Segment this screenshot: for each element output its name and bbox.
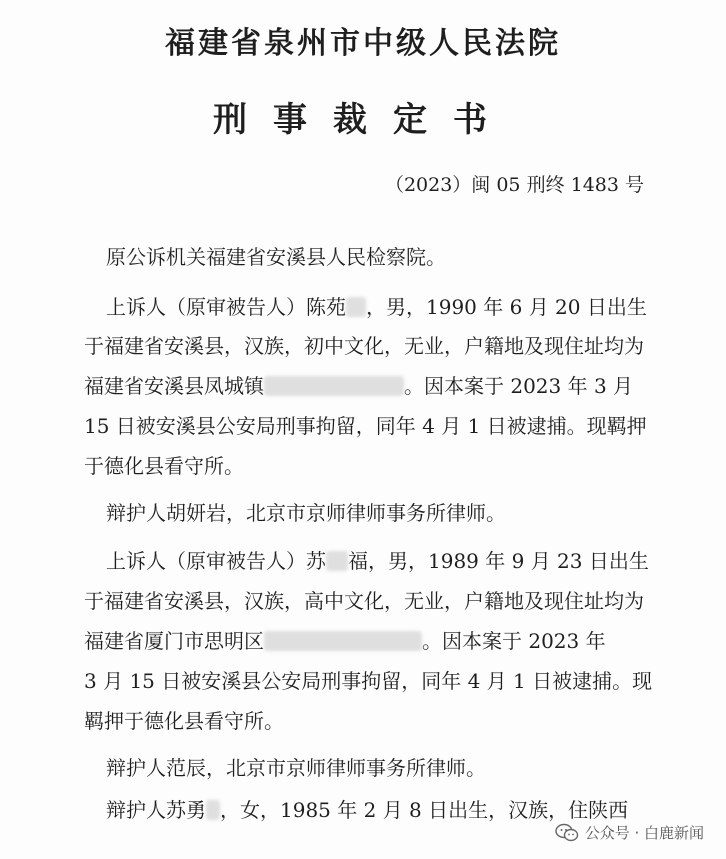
- redaction: [206, 800, 220, 820]
- defender-3-line: [106, 797, 628, 823]
- appellant-2-line-1-b: 福，男，1989 年 9 月 23 日出生: [348, 549, 649, 573]
- defender-1-line: 辩护人胡妍岩，北京市京师律师事务所律师。: [106, 501, 506, 525]
- appellant-1-line-4: 15 日被安溪县公安局刑事拘留，同年 4 月 1 日被逮捕。现羁押: [84, 414, 647, 438]
- appellant-2-line-5: 羁押于德化县看守所。: [84, 709, 284, 733]
- appellant-1-line-1-b: ，男，1990 年 6 月 20 日出生: [366, 295, 647, 319]
- appellant-1-line-3: [84, 373, 633, 399]
- appellant-2-line-1: [106, 548, 649, 574]
- redaction: [346, 297, 366, 317]
- document-type-title: 刑事裁定书: [213, 100, 513, 140]
- watermark-text: 公众号 · 白鹿新闻: [584, 824, 704, 842]
- wechat-icon: [555, 823, 579, 843]
- appellant-2-line-4: 3 月 15 日被安溪县公安局刑事拘留，同年 4 月 1 日被逮捕。现: [84, 669, 653, 693]
- defender-3-line-b: ，女，1985 年 2 月 8 日出生，汉族，住陕西: [220, 798, 629, 822]
- redaction: [326, 551, 348, 571]
- appellant-2-line-3: [84, 628, 606, 654]
- redaction: [264, 376, 404, 396]
- court-name: 福建省泉州市中级人民法院: [165, 26, 561, 61]
- watermark: [555, 822, 704, 843]
- appellant-2-line-1-a: 上诉人（原审被告人）苏: [106, 549, 326, 573]
- appellant-2-line-2: 于福建省安溪县，汉族，高中文化，无业，户籍地及现住址均为: [84, 589, 644, 613]
- prosecution-line: 原公诉机关福建省安溪县人民检察院。: [106, 245, 446, 269]
- defender-2-line: 辩护人范辰，北京市京师律师事务所律师。: [106, 756, 486, 780]
- appellant-1-line-1-a: 上诉人（原审被告人）陈苑: [106, 295, 346, 319]
- appellant-1-line-3-a: 福建省安溪县凤城镇: [84, 374, 264, 398]
- defender-3-line-a: 辩护人苏勇: [106, 798, 206, 822]
- appellant-1-line-3-b: 。因本案于 2023 年 3 月: [404, 374, 634, 398]
- redaction: [264, 631, 422, 651]
- appellant-2-line-3-b: 。因本案于 2023 年: [422, 629, 606, 653]
- appellant-1-line-1: [106, 294, 647, 320]
- appellant-1-line-2: 于福建省安溪县，汉族，初中文化，无业，户籍地及现住址均为: [84, 334, 644, 358]
- appellant-2-line-3-a: 福建省厦门市思明区: [84, 629, 264, 653]
- appellant-1-line-5: 于德化县看守所。: [84, 454, 244, 478]
- case-number: （2023）闽 05 刑终 1483 号: [384, 174, 644, 196]
